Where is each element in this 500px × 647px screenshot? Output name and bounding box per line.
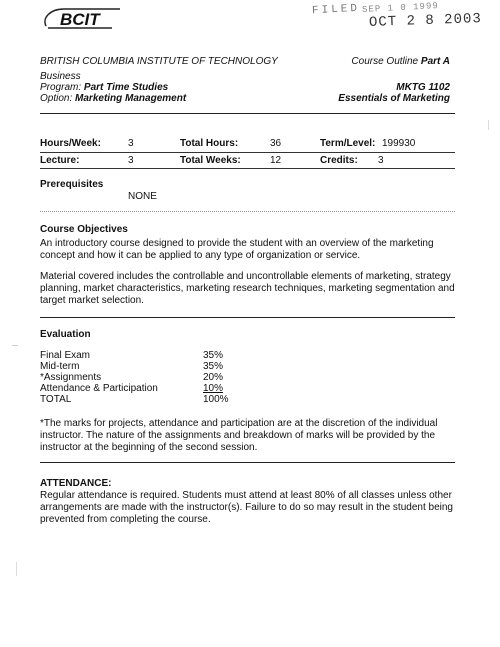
course-outline-label [351, 56, 450, 67]
eval-item-midterm: Mid-term [40, 361, 80, 372]
scan-margin-mark [16, 562, 17, 576]
total-weeks-label: Total Weeks: [180, 155, 241, 166]
evaluation-items [40, 350, 158, 405]
scan-margin-mark [12, 345, 18, 346]
course-title: Essentials of Marketing [338, 93, 450, 104]
received-date-stamp: OCT 2 8 2003 [368, 11, 483, 31]
bcit-logo-graphic [40, 6, 136, 32]
eval-weight-total: 100% [203, 394, 229, 405]
objectives-paragraph-1 [40, 238, 455, 262]
eval-weight-attendance: 10% [203, 383, 224, 394]
lecture-value: 3 [128, 155, 134, 166]
outline-part: Part A [420, 56, 450, 67]
eval-note-line-3: instructor at the beginning of the second session. [40, 442, 258, 453]
eval-item-attendance: Attendance & Participation [40, 383, 158, 394]
attendance-line-2: arrangements are made with the instructor(s). Failure to do so may result in the student being [40, 502, 453, 513]
info-row-divider [40, 152, 455, 153]
total-hours-label: Total Hours: [180, 138, 239, 149]
hours-week-value: 3 [128, 138, 134, 149]
objectives-p1-line-1: An introductory course designed to provide the student with an overview of the marketing [40, 238, 434, 249]
evaluation-weights [203, 350, 229, 405]
institution-name: BRITISH COLUMBIA INSTITUTE OF TECHNOLOGY [40, 56, 278, 67]
evaluation-title: Evaluation [40, 329, 91, 340]
eval-item-assignments: *Assignments [40, 372, 102, 383]
attendance-line-3: prevented from completing the course. [40, 514, 211, 525]
prerequisites-divider [40, 211, 455, 212]
objectives-p2-line-1: Material covered includes the controllable and uncontrollable elements of marketing, strategy [40, 271, 451, 282]
evaluation-divider [40, 462, 455, 463]
credits-value: 3 [378, 155, 384, 166]
term-level-value: 199930 [382, 138, 416, 149]
program-value: Part Time Studies [83, 82, 169, 93]
total-weeks-value: 12 [270, 155, 282, 166]
eval-weight-final-exam: 35% [203, 350, 224, 361]
course-code: MKTG 1102 [396, 82, 450, 93]
eval-note-line-2: instructor. The nature of the assignments and breakdown of marks will be provided by the [40, 430, 436, 441]
lecture-label: Lecture: [40, 155, 80, 166]
outline-label: Course Outline [351, 56, 419, 67]
objectives-p2-line-3: target market selection. [40, 295, 144, 306]
school-name: Business [40, 71, 81, 82]
bcit-logo [40, 6, 136, 32]
scan-margin-mark [488, 120, 489, 130]
filed-stamp: FILED [311, 2, 361, 18]
objectives-p1-line-2: concept and how it can be applied to any type of organization or service. [40, 250, 361, 261]
evaluation-note [40, 418, 455, 454]
prerequisites-title: Prerequisites [40, 179, 104, 190]
header-divider [40, 113, 455, 114]
objectives-p2-line-2: planning, market characteristics, marketing research techniques, marketing segmentation and [40, 283, 455, 294]
objectives-divider [40, 317, 455, 318]
eval-item-total: TOTAL [40, 394, 72, 405]
eval-weight-midterm: 35% [203, 361, 224, 372]
info-bottom-divider [40, 168, 455, 169]
objectives-paragraph-2 [40, 271, 455, 307]
option-value: Marketing Management [75, 93, 187, 104]
prerequisites-value: NONE [128, 191, 157, 202]
credits-label: Credits: [320, 155, 358, 166]
program-line [40, 82, 168, 93]
objectives-title: Course Objectives [40, 224, 128, 235]
filed-date-stamp: SEP 1 0 1999 [361, 0, 440, 16]
term-level-label: Term/Level: [320, 138, 376, 149]
hours-week-label: Hours/Week: [40, 138, 101, 149]
eval-note-line-1: *The marks for projects, attendance and participation are at the discretion of the individual [40, 418, 438, 429]
logo-text: BCIT [60, 10, 100, 29]
eval-item-final-exam: Final Exam [40, 350, 91, 361]
total-hours-value: 36 [270, 138, 282, 149]
option-line [40, 93, 186, 104]
option-label: Option: [40, 93, 73, 104]
attendance-line-1: Regular attendance is required. Students must attend at least 80% of all classes unless other [40, 490, 452, 501]
attendance-title: ATTENDANCE: [40, 478, 112, 489]
eval-weight-assignments: 20% [203, 372, 224, 383]
attendance-paragraph [40, 490, 455, 526]
program-label: Program: [40, 82, 82, 93]
